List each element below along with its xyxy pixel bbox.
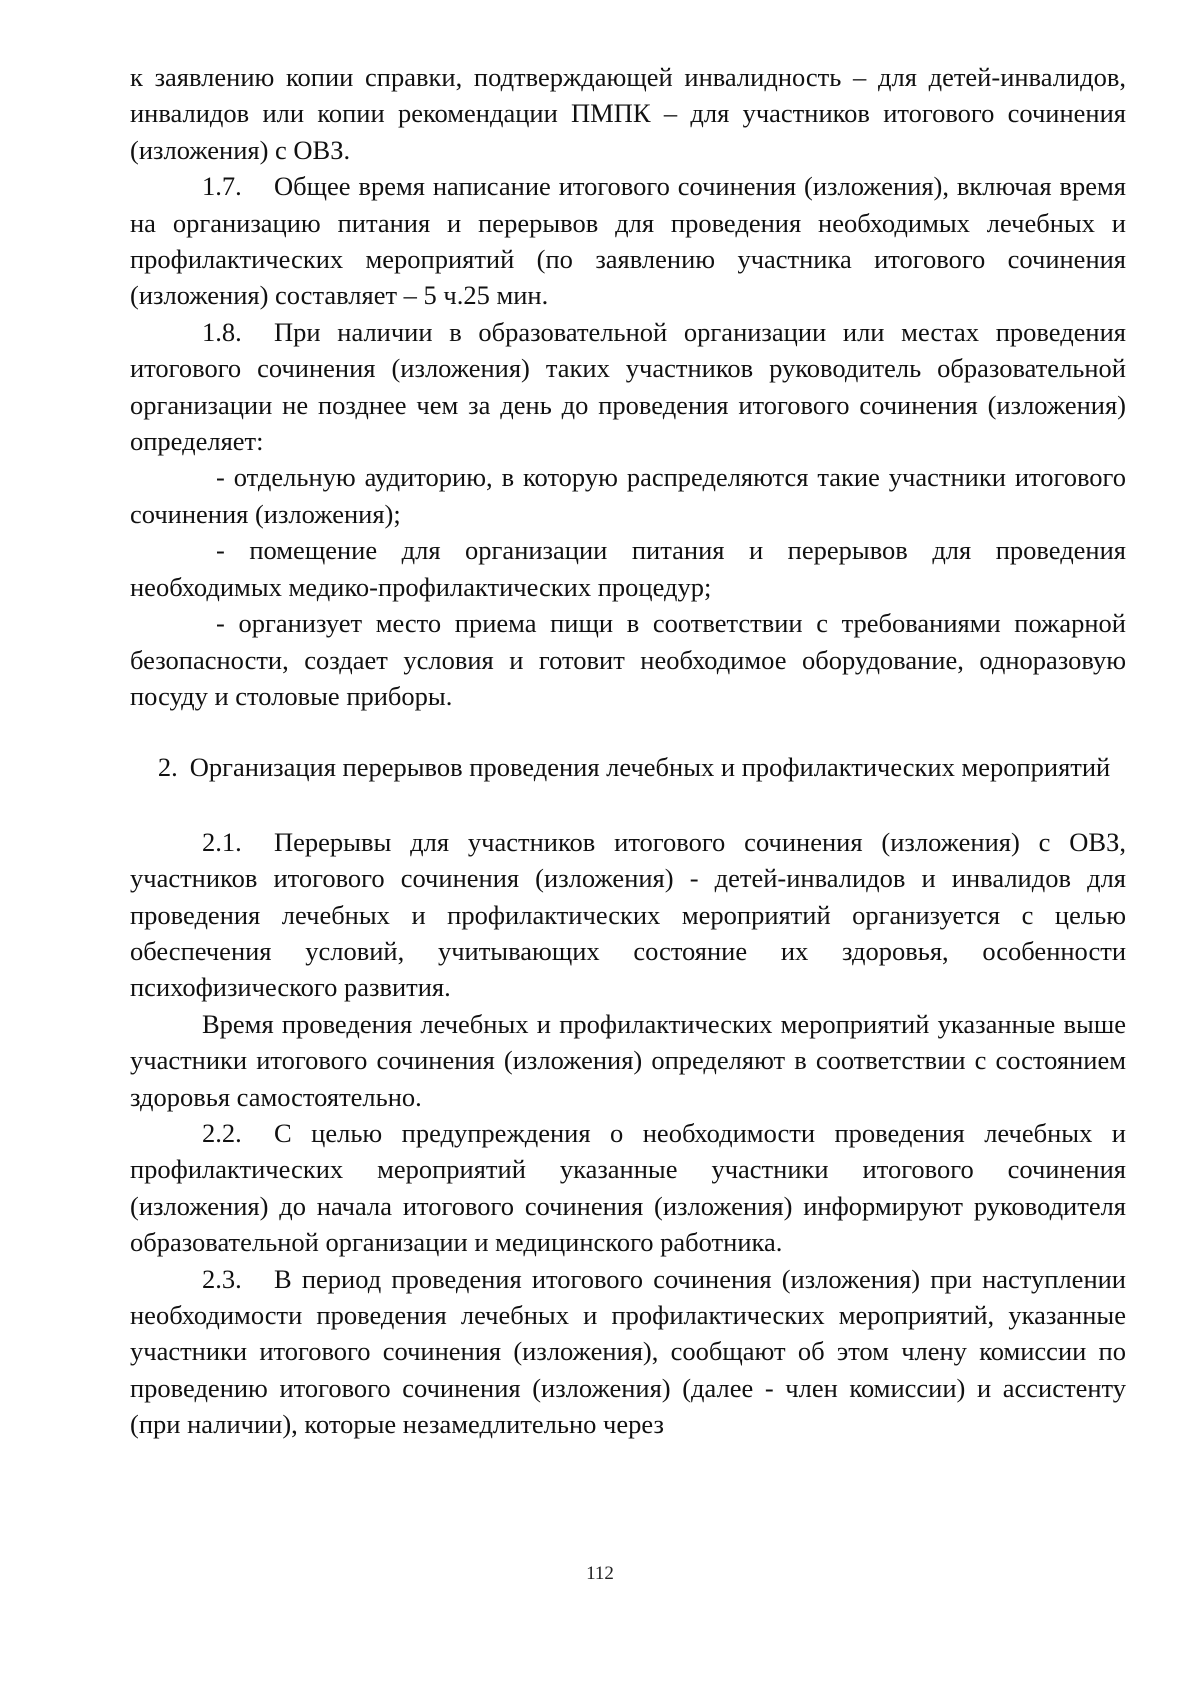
paragraph-2-3 [130, 1261, 1126, 1443]
paragraph-continuation: к заявлению копии справки, подтверждающей инвалидность – для детей-инвалидов, инвалидов или копии рекомендации ПМПК – для участников итогового сочинения (изложения) с ОВЗ. [130, 62, 1126, 165]
paragraph-number: 2.1. [202, 826, 242, 857]
paragraph-number: 2.2. [202, 1117, 242, 1148]
section-title: Организация перерывов проведения лечебных и профилактических мероприятий [189, 752, 1111, 783]
list-item-room: - помещение для организации питания и перерывов для проведения необходимых медико-профилактических процедур; [130, 535, 1126, 602]
list-item-meal-place: - организует место приема пищи в соответствии с требованиями пожарной безопасности, создает условия и готовит необходимое оборудование, одноразовую посуду и столовые приборы. [130, 608, 1126, 711]
paragraph-2-1-continued: Время проведения лечебных и профилактических мероприятий указанные выше участники итогового сочинения (изложения) определяют в соответствии с состоянием здоровья самостоятельно. [130, 1008, 1126, 1112]
paragraph-text: В период проведения итогового сочинения (изложения) при наступлении необходимости проведения лечебных и профилактических мероприятий, указанные участники итогового сочинения (изложения), сообщают об этом члену комиссии по проведению итогового сочинения (изложения) (далее - член комиссии) и ассистенту (при наличии), которые незамедлительно через [130, 1263, 1126, 1440]
list-item-auditorium: - отдельную аудиторию, в которую распределяются такие участники итогового сочинения (изложения); [130, 462, 1126, 529]
paragraph-2-1 [130, 824, 1126, 1006]
document-body [130, 59, 1126, 1443]
page-number: 112 [586, 1563, 614, 1584]
section-number: 2. [157, 752, 178, 783]
paragraph-text: Общее время написание итогового сочинения (изложения), включая время на организацию питания и перерывов для проведения необходимых лечебных и профилактических мероприятий (по заявлению участника итогового сочинения (изложения) составляет – 5 ч.25 мин. [130, 171, 1126, 311]
paragraph-text: С целью предупреждения о необходимости проведения лечебных и профилактических мероприятий указанные участники итогового сочинения (изложения) до начала итогового сочинения (изложения) информируют руководителя образовательной организации и медицинского работника. [130, 1117, 1126, 1258]
paragraph-number: 1.8. [202, 316, 242, 347]
paragraph-text: Перерывы для участников итогового сочинения (изложения) с ОВЗ, участников итогового сочинения (изложения) - детей-инвалидов и инвалидов для проведения лечебных и профилактических мероприятий организуется с целью обеспечения условий, учитывающих состояние их здоровья, особенности психофизического развития. [130, 826, 1126, 1003]
section-heading [130, 749, 1126, 785]
paragraph-number: 1.7. [202, 171, 242, 202]
paragraph-2-2 [130, 1115, 1126, 1261]
paragraph-1-7 [130, 168, 1126, 314]
paragraph-text: При наличии в образовательной организации или местах проведения итогового сочинения (изложения) таких участников руководитель образовательной организации не позднее чем за день до проведения итогового сочинения (изложения) определяет: [130, 316, 1126, 457]
paragraph-number: 2.3. [202, 1263, 242, 1294]
paragraph-1-8 [130, 314, 1126, 460]
